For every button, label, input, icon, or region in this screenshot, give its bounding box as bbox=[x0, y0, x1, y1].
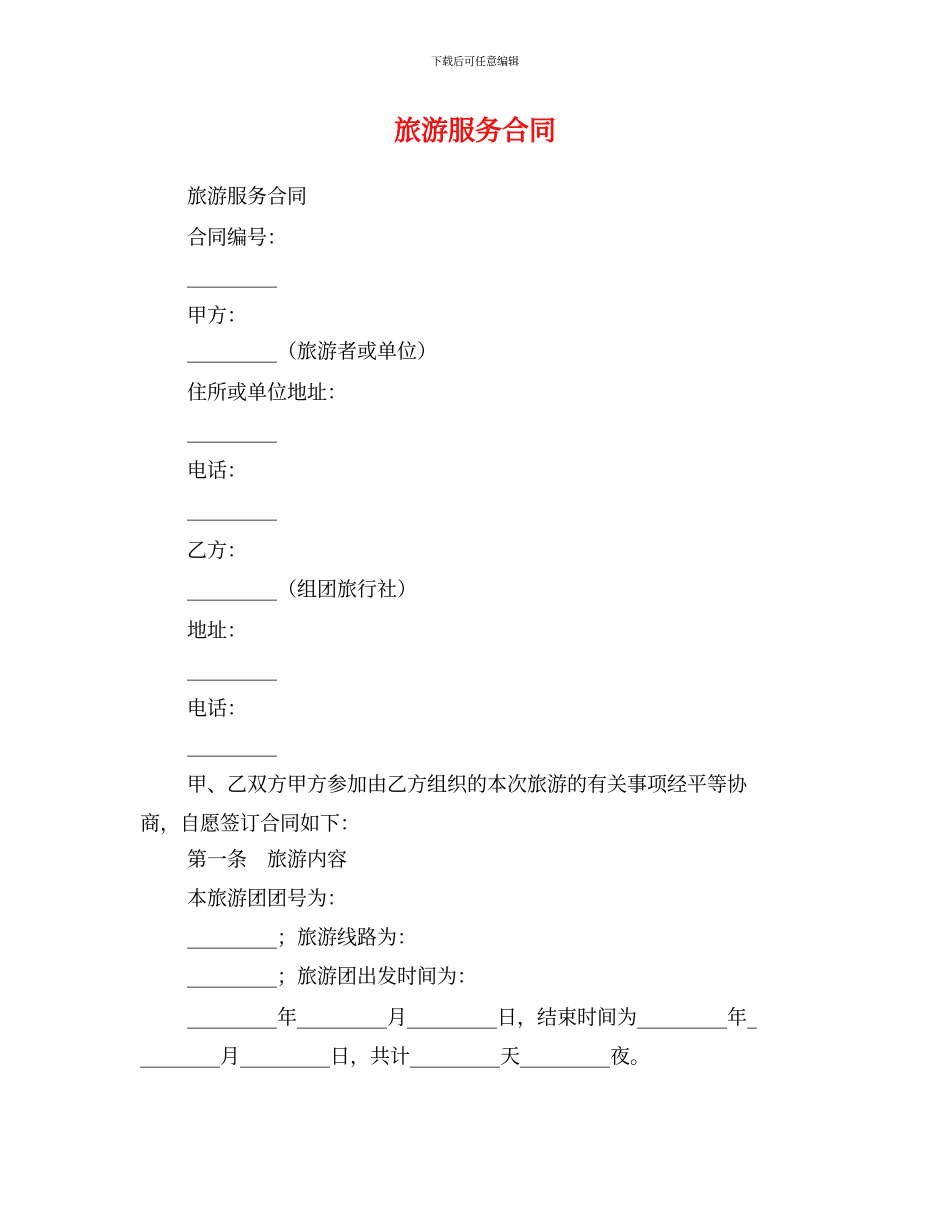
party-a-address-label: 住所或单位地址： bbox=[187, 380, 347, 404]
party-a-name-line: _________（旅游者或单位） bbox=[187, 339, 437, 363]
document-title: 旅游服务合同 bbox=[394, 116, 556, 147]
article-one-heading: 第一条 旅游内容 bbox=[187, 847, 347, 871]
party-b-name-line: _________（组团旅行社） bbox=[187, 577, 417, 601]
preamble-line-1: 甲、乙双方甲方参加由乙方组织的本次旅游的有关事项经平等协 bbox=[187, 772, 747, 796]
tour-group-number-label: 本旅游团团号为： bbox=[187, 886, 347, 910]
party-b-label: 乙方： bbox=[187, 538, 247, 562]
party-a-address-blank: _________ bbox=[187, 419, 277, 443]
party-a-phone-label: 电话： bbox=[187, 458, 247, 482]
date-range-line-1: _________年_________月_________日，结束时间为_________年_ bbox=[187, 1005, 757, 1029]
departure-time-line: _________；旅游团出发时间为： bbox=[187, 964, 477, 988]
party-b-address-label: 地址： bbox=[187, 618, 247, 642]
contract-number-label: 合同编号： bbox=[187, 225, 287, 249]
preamble-line-2: 商，自愿签订合同如下： bbox=[140, 811, 360, 835]
date-range-line-2: ________月_________日，共计_________天_________夜。 bbox=[140, 1044, 650, 1068]
tour-route-line: _________；旅游线路为： bbox=[187, 925, 417, 949]
contract-number-blank: _________ bbox=[187, 264, 277, 288]
party-a-phone-blank: _________ bbox=[187, 497, 277, 521]
party-b-phone-blank: _________ bbox=[187, 733, 277, 757]
contract-name-line: 旅游服务合同 bbox=[187, 184, 307, 208]
party-a-label: 甲方： bbox=[187, 303, 247, 327]
party-b-phone-label: 电话： bbox=[187, 696, 247, 720]
party-b-address-blank: _________ bbox=[187, 657, 277, 681]
header-note: 下载后可任意编辑 bbox=[431, 55, 519, 68]
